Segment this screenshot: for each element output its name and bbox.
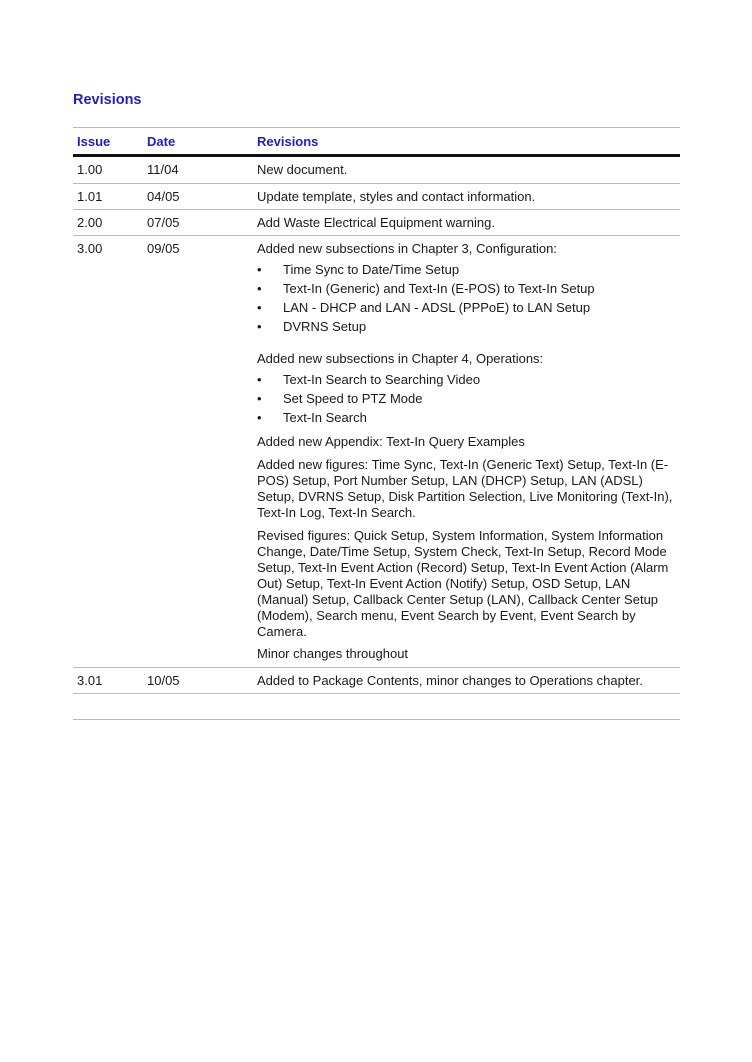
table-row: [73, 184, 680, 210]
revision-intro: Added new subsections in Chapter 4, Operations:: [257, 351, 544, 366]
revision-cell: Added to Package Contents, minor changes to Operations chapter.: [257, 673, 643, 688]
date-cell: 09/05: [147, 241, 180, 256]
date-cell: 04/05: [147, 189, 180, 204]
issue-cell: 1.01: [77, 189, 103, 204]
list-item: • Time Sync to Date/Time Setup: [257, 262, 460, 277]
bullet-glyph: •: [257, 372, 262, 387]
list-item: • Text-In Search to Searching Video: [257, 372, 481, 387]
bullet-list: [257, 370, 676, 427]
list-item: • Text-In Search: [257, 410, 367, 425]
issue-cell: 2.00: [77, 215, 103, 230]
revision-cell: Add Waste Electrical Equipment warning.: [257, 215, 495, 230]
list-item: • Text-In (Generic) and Text-In (E-POS) to Text-In Setup: [257, 281, 595, 296]
revision-cell: [257, 236, 680, 667]
bullet-glyph: •: [257, 410, 262, 425]
bullet-glyph: •: [257, 281, 262, 296]
revision-paragraph: Revised figures: Quick Setup, System Information, System Information Change, Date/Time Setup, System Check, Text-In Setup, Record Mode Setup, Text-In Event Action (Record) Setup, Text-In Event Action (Alarm Out) Setup, Text-In Event Action (Notify) Setup, OSD Setup, LAN (Manual) Setup, Callback Center Setup (LAN), Callback Center Setup (Modem), Search menu, Event Search by Event, Event Search by Camera.: [257, 528, 669, 639]
list-item: • DVRNS Setup: [257, 319, 367, 334]
table-row: [73, 236, 680, 668]
table-row-empty: [73, 694, 680, 720]
bullet-glyph: •: [257, 391, 262, 406]
bullet-glyph: •: [257, 319, 262, 334]
table-row: [73, 668, 680, 694]
header-revisions: Revisions: [257, 133, 319, 149]
revision-cell: Update template, styles and contact information.: [257, 189, 536, 204]
issue-cell: 3.01: [77, 673, 103, 688]
page-title: Revisions: [73, 92, 142, 108]
revisions-table: [73, 127, 680, 720]
revision-paragraph: Added new figures: Time Sync, Text-In (Generic Text) Setup, Text-In (E-POS) Setup, Port Number Setup, LAN (DHCP) Setup, LAN (ADSL) Setup, DVRNS Setup, Disk Partition Selection, Live Monitoring (Text-In), Text-In Log, Text-In Search.: [257, 457, 673, 520]
header-date: Date: [147, 133, 176, 149]
issue-cell: 3.00: [77, 241, 103, 256]
bullet-glyph: •: [257, 300, 262, 315]
table-row: [73, 157, 680, 184]
date-cell: 11/04: [147, 162, 179, 177]
list-item: • LAN - DHCP and LAN - ADSL (PPPoE) to LAN Setup: [257, 300, 591, 315]
revision-paragraph: Minor changes throughout: [257, 646, 409, 661]
list-item: • Set Speed to PTZ Mode: [257, 391, 423, 406]
revision-intro: Added new subsections in Chapter 3, Configuration:: [257, 241, 557, 256]
revision-paragraph: Added new Appendix: Text-In Query Examples: [257, 434, 525, 449]
table-header: [73, 128, 680, 157]
date-cell: 07/05: [147, 215, 180, 230]
date-cell: 10/05: [147, 673, 180, 688]
header-issue: Issue: [77, 133, 111, 149]
issue-cell: 1.00: [77, 162, 103, 177]
bullet-glyph: •: [257, 262, 262, 277]
bullet-list: [257, 260, 676, 336]
revision-cell: New document.: [257, 162, 348, 177]
table-row: [73, 210, 680, 236]
